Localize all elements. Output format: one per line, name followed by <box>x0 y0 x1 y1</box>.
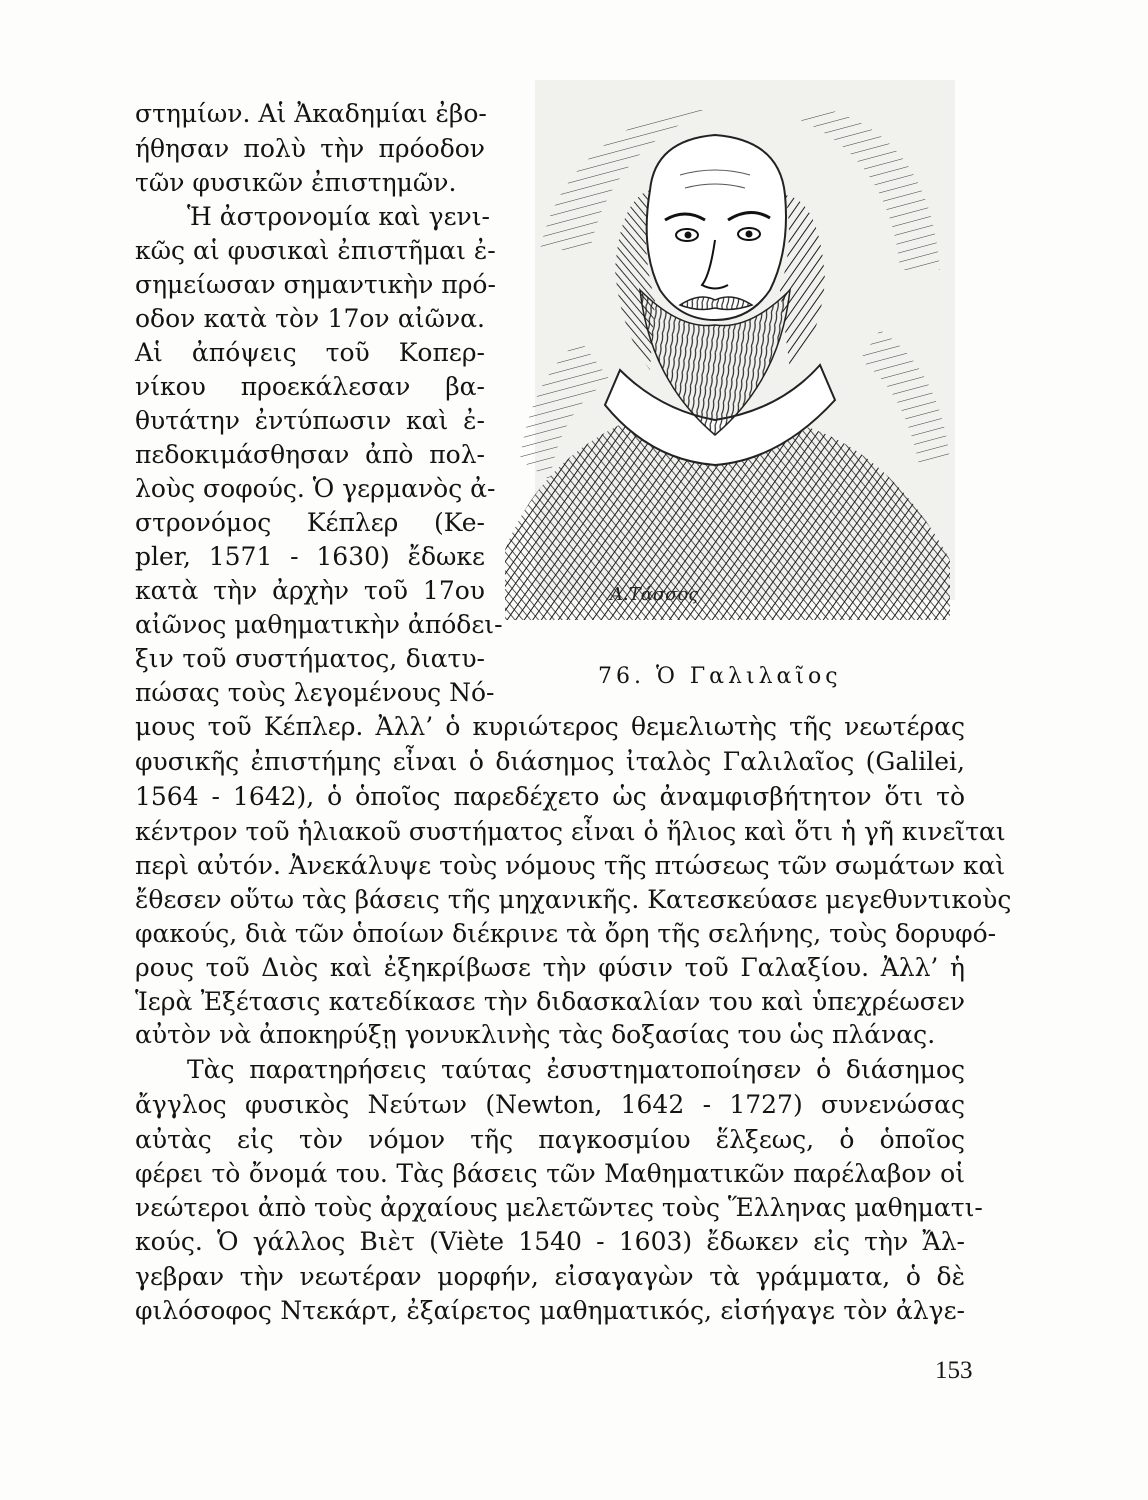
text-line: φακούς, διὰ τῶν ὁποίων διέκρινε τὰ ὄρη τῆς σελήνης, τοὺς δορυφό- <box>135 919 997 948</box>
text-line: πώσας τοὺς λεγομένους Νό- <box>135 678 495 707</box>
text-line: Ἱερὰ Ἐξέτασις κατεδίκασε τὴν διδασκαλίαν του καὶ ὑπεχρέωσεν <box>135 987 965 1016</box>
text-line: κατὰ τὴν ἀρχὴν τοῦ 17ου <box>135 576 485 605</box>
text-line: κούς. Ὁ γάλλος Βιὲτ (Viète 1540 - 1603) ἔδωκεν εἰς τὴν Ἄλ- <box>135 1227 965 1256</box>
text-line: αἰῶνος μαθηματικὴν ἀπόδει- <box>135 610 503 639</box>
text-line: πεδοκιμάσθησαν ἀπὸ πολ- <box>135 440 485 469</box>
text-line: ἄγγλος φυσικὸς Νεύτων (Newton, 1642 - 1727) συνενώσας <box>135 1090 965 1119</box>
text-line: θυτάτην ἐντύπωσιν καὶ ἐ- <box>135 406 485 435</box>
text-line: οδον κατὰ τὸν 17ον αἰῶνα. <box>135 304 485 333</box>
text-line: στημίων. Αἱ Ἀκαδημίαι ἐβο- <box>135 99 487 128</box>
text-line: μους τοῦ Κέπλερ. Ἀλλ’ ὁ κυριώτερος θεμελιωτὴς τῆς νεωτέρας <box>135 712 965 741</box>
text-line: ήθησαν πολὺ τὴν πρόοδον <box>135 134 485 163</box>
text-line: αὐτὰς εἰς τὸν νόμον τῆς παγκοσμίου ἕλξεως, ὁ ὁποῖος <box>135 1125 965 1154</box>
text-line: ἔθεσεν οὕτω τὰς βάσεις τῆς μηχανικῆς. Κατεσκεύασε μεγεθυντικοὺς <box>135 885 1012 914</box>
text-line: Αἱ ἀπόψεις τοῦ Κοπερ- <box>135 338 485 367</box>
text-line: γεβραν τὴν νεωτέραν μορφήν, εἰσαγαγὼν τὰ γράμματα, ὁ δὲ <box>135 1262 965 1291</box>
text-line: τῶν φυσικῶν ἐπιστημῶν. <box>135 168 457 197</box>
text-line: Τὰς παρατηρήσεις ταύτας ἐσυστηματοποίησεν ὁ διάσημος <box>187 1055 965 1084</box>
text-line: φυσικῆς ἐπιστήμης εἶναι ὁ διάσημος ἰταλὸς Γαλιλαῖος (Galilei, <box>135 747 965 776</box>
text-line: κῶς αἱ φυσικαὶ ἐπιστῆμαι ἐ- <box>135 236 496 265</box>
figure-caption: 76. Ὁ Γαλιλαῖος <box>598 664 842 689</box>
text-line: 1564 - 1642), ὁ ὁποῖος παρεδέχετο ὡς ἀναμφισβήτητον ὅτι τὸ <box>135 782 965 811</box>
text-line: φιλόσοφος Ντεκάρτ, ἐξαίρετος μαθηματικός, εἰσήγαγε τὸν ἀλγε- <box>135 1296 965 1325</box>
text-line: φέρει τὸ ὄνομά του. Τὰς βάσεις τῶν Μαθηματικῶν παρέλαβον οἱ <box>135 1159 965 1188</box>
text-line: αὐτὸν νὰ ἀποκηρύξῃ γονυκλινὴς τὰς δοξασίας του ὡς πλάνας. <box>135 1020 936 1049</box>
artist-signature: A.Tάσσος <box>610 584 699 605</box>
text-line: λοὺς σοφούς. Ὁ γερμανὸς ἀ- <box>135 474 496 503</box>
text-line: σημείωσαν σημαντικὴν πρό- <box>135 270 496 299</box>
text-line: περὶ αὐτόν. Ἀνεκάλυψε τοὺς νόμους τῆς πτώσεως τῶν σωμάτων καὶ <box>135 851 1006 880</box>
text-line: στρονόμος Κέπλερ (Ke- <box>135 508 485 537</box>
text-line: ξιν τοῦ συστήματος, διατυ- <box>135 644 485 673</box>
page-number: 153 <box>935 1357 973 1384</box>
text-line: κέντρον τοῦ ἡλιακοῦ συστήματος εἶναι ὁ ἥλιος καὶ ὅτι ἡ γῆ κινεῖται <box>135 817 1006 846</box>
text-line: Ἡ ἀστρονομία καὶ γενι- <box>187 202 491 231</box>
text-line: νίκου προεκάλεσαν βα- <box>135 372 485 401</box>
text-line: pler, 1571 - 1630) ἔδωκε <box>135 542 485 571</box>
text-line: νεώτεροι ἀπὸ τοὺς ἀρχαίους μελετῶντες τοὺς Ἕλληνας μαθηματι- <box>135 1193 983 1222</box>
galileo-portrait <box>500 80 960 640</box>
text-line: ρους τοῦ Διὸς καὶ ἐξηκρίβωσε τὴν φύσιν τοῦ Γαλαξίου. Ἀλλ’ ἡ <box>135 953 965 982</box>
